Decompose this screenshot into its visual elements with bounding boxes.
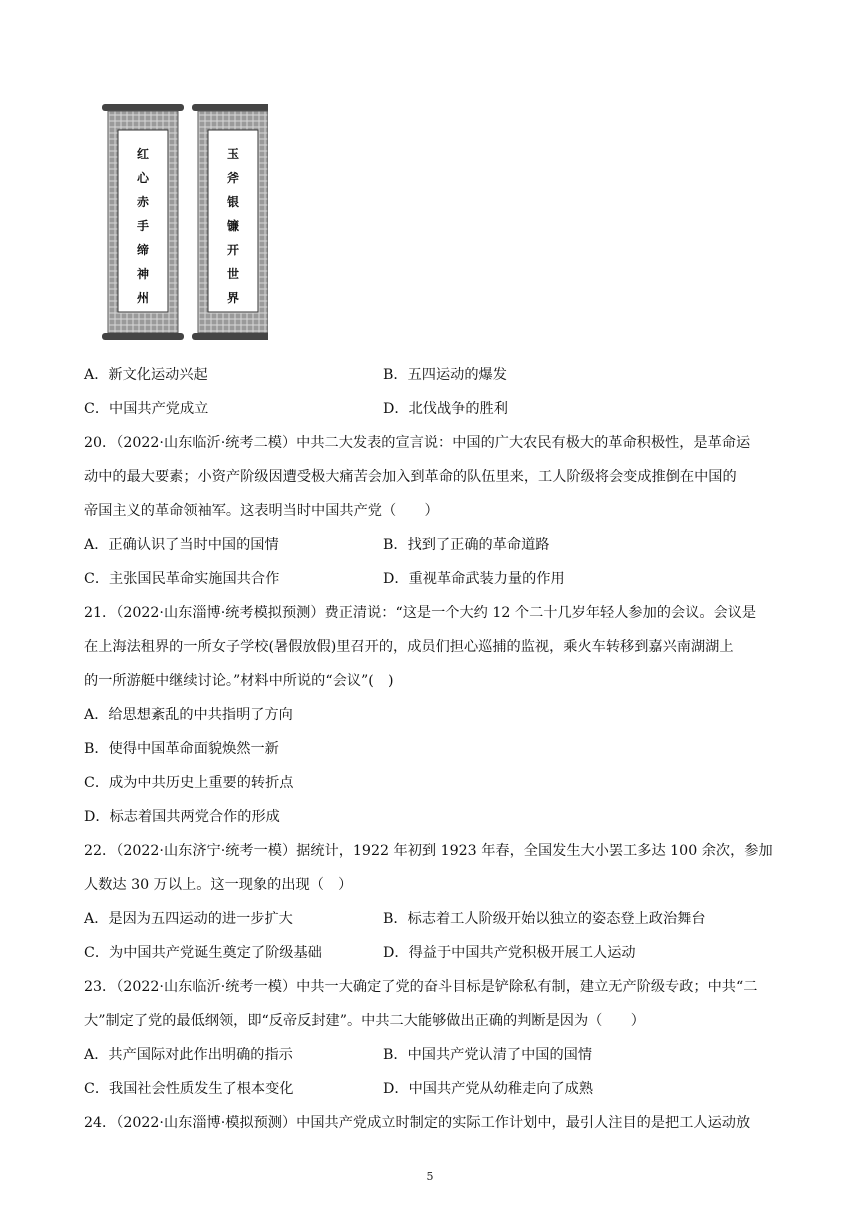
left-scroll-char: 心	[136, 171, 150, 185]
left-scroll-char: 缔	[136, 243, 150, 257]
left-scroll-char: 手	[136, 219, 150, 233]
questions-content	[84, 358, 784, 1140]
q21-stem-line: 的一所游艇中继续讨论。”材料中所说的“会议”( )	[84, 673, 394, 689]
q21-option-c: C．成为中共历史上重要的转折点	[84, 775, 294, 791]
q22-stem-line: 22．（2022·山东济宁·统考一模）据统计，1922 年初到 1923 年春，全国发生大小罢工多达 100 余次，参加	[84, 843, 773, 859]
q22-option-b: B．标志着工人阶级开始以独立的姿态登上政治舞台	[383, 911, 706, 927]
right-scroll-char: 镰	[226, 219, 240, 233]
page-number: 5	[426, 1170, 434, 1183]
q20-option-a: A．正确认识了当时中国的国情	[84, 537, 279, 553]
right-scroll-char: 世	[226, 267, 240, 281]
q23-stem-line: 大”制定了党的最低纲领，即“反帝反封建”。中共二大能够做出正确的判断是因为（ ）	[84, 1013, 645, 1029]
q20-option-c: C．主张国民革命实施国共合作	[84, 571, 280, 587]
q21-option-a: A．给思想紊乱的中共指明了方向	[84, 707, 293, 723]
q19-option-b: B．五四运动的爆发	[383, 367, 507, 383]
couplet-scrolls-figure	[88, 100, 268, 345]
q19-option-d: D．北伐战争的胜利	[383, 401, 508, 417]
q21-option-d: D．标志着国共两党合作的形成	[84, 809, 280, 825]
q19-options-row	[84, 358, 784, 392]
q23-option-c: C．我国社会性质发生了根本变化	[84, 1081, 294, 1097]
q19-option-a: A．新文化运动兴起	[84, 367, 208, 383]
q23-options-row	[84, 1038, 784, 1072]
q23-stem-line: 23．（2022·山东临沂·统考一模）中共一大确定了党的奋斗目标是铲除私有制，建立无产阶级专政；中共“二	[84, 979, 758, 995]
q22-stem-line: 人数达 30 万以上。这一现象的出现（ ）	[84, 877, 353, 893]
right-scroll-char: 开	[226, 243, 240, 257]
q20-stem-line: 帝国主义的革命领袖军。这表明当时中国共产党（ ）	[84, 503, 439, 519]
q20-option-b: B．找到了正确的革命道路	[383, 537, 550, 553]
q23-option-a: A．共产国际对此作出明确的指示	[84, 1047, 293, 1063]
q22-option-d: D．得益于中国共产党积极开展工人运动	[383, 945, 636, 961]
q24-stem-line: 24．（2022·山东淄博·模拟预测）中国共产党成立时制定的实际工作计划中，最引人注目的是把工人运动放	[84, 1115, 751, 1131]
q23-options-row	[84, 1072, 784, 1106]
q21-stem-line: 21．（2022·山东淄博·统考模拟预测）费正清说：“这是一个大约 12 个二十几岁年轻人参加的会议。会议是	[84, 605, 757, 621]
q20-stem-line: 动中的最大要素；小资产阶级因遭受极大痛苦会加入到革命的队伍里来，工人阶级将会变成推倒在中国的	[84, 469, 737, 485]
q20-stem-line: 20．（2022·山东临沂·统考二模）中共二大发表的宣言说：中国的广大农民有极大的革命积极性，是革命运	[84, 435, 751, 451]
q22-option-c: C．为中国共产党诞生奠定了阶级基础	[84, 945, 322, 961]
q20-options-row	[84, 562, 784, 596]
right-scroll-char: 银	[226, 195, 240, 209]
right-scroll-char: 玉	[226, 147, 240, 161]
q22-options-row	[84, 902, 784, 936]
left-scroll-char: 赤	[136, 195, 150, 209]
q23-option-b: B．中国共产党认清了中国的国情	[383, 1047, 593, 1063]
q19-option-c: C．中国共产党成立	[84, 401, 209, 417]
q20-option-d: D．重视革命武装力量的作用	[383, 571, 565, 587]
q22-options-row	[84, 936, 784, 970]
q23-option-d: D．中国共产党从幼稚走向了成熟	[383, 1081, 594, 1097]
q20-options-row	[84, 528, 784, 562]
q22-option-a: A．是因为五四运动的进一步扩大	[84, 911, 293, 927]
right-scroll-char: 斧	[226, 171, 240, 185]
q21-stem-line: 在上海法租界的一所女子学校(暑假放假)里召开的，成员们担心巡捕的监视，乘火车转移到嘉兴南湖湖上	[84, 639, 734, 655]
q19-options-row	[84, 392, 784, 426]
left-scroll-char: 州	[136, 291, 150, 305]
q21-option-b: B．使得中国革命面貌焕然一新	[84, 741, 279, 757]
left-scroll-char: 神	[136, 267, 150, 281]
right-scroll-char: 界	[226, 291, 240, 305]
left-scroll-char: 红	[136, 147, 150, 161]
